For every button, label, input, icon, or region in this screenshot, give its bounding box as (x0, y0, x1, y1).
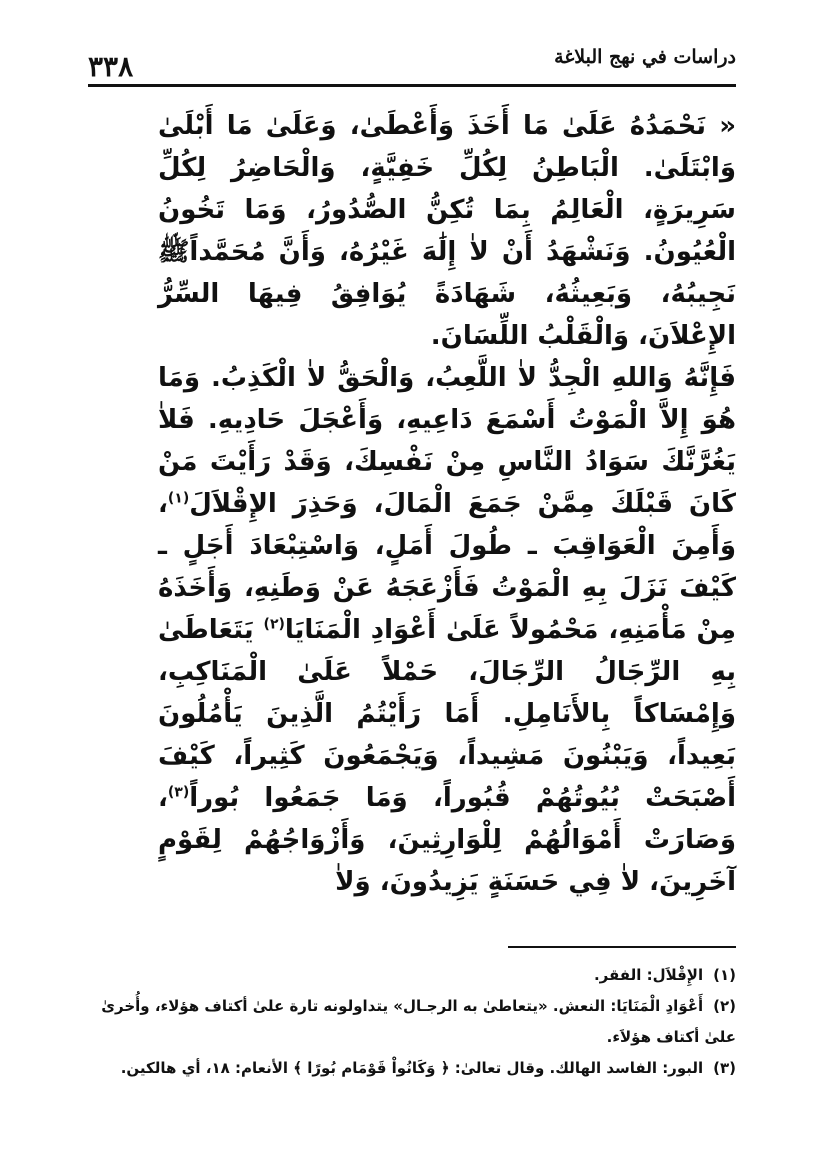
footnote-number: (٣) (713, 1059, 736, 1077)
text-run: ، وَأَمِنَ الْعَوَاقِبَ ـ طُولَ أَمَلٍ، وَاسْتِبْعَادَ أَجَلٍ ـ كَيْفَ نَزَلَ بِهِ الْمَوْتُ فَأَزْعَجَهُ عَنْ وَطَنِهِ، وَأَخَذَهُ مِنْ مَأْمَنِهِ، مَحْمُولاً عَلَىٰ أَعْوَادِ الْمَنَايَا (158, 489, 736, 645)
main-text (158, 105, 736, 903)
text-run: فَإِنَّهُ وَاللهِ الْجِدُّ لاٰ اللَّعِبُ، وَالْحَقُّ لاٰ الْكَذِبُ. وَمَا هُوَ إِلاَّ الْمَوْتُ أَسْمَعَ دَاعِيهِ، وَأَعْجَلَ حَادِيهِ. فَلاٰ يَغُرَّنَّكَ سَوَادُ النَّاسِ مِنْ نَفْسِكَ، وَقَدْ رَأَيْتَ مَنْ كَانَ قَبْلَكَ مِمَّنْ جَمَعَ الْمَالَ، وَحَذِرَ الإِقْلاَلَ (158, 363, 736, 519)
page-header (88, 46, 736, 84)
footnote-number: (١) (713, 966, 736, 984)
footnote-reference: (٣) (167, 784, 190, 801)
footnote-reference: (١) (167, 490, 190, 507)
footnote-number: (٢) (713, 997, 736, 1015)
footnote-text: أَعْوَادِ الْمَنَايَا: النعش. «يتعاطىٰ به الرجـال» يتداولونه تارة علىٰ أكتاف هؤلاء، وأُخرىٰ علىٰ أكتاف هؤلاَء. (101, 997, 736, 1046)
footnote-text: الإِقْلاَل: الفقر. (593, 966, 704, 984)
footnote-text: البور: الفاسد الهالك. وقال تعالىٰ: ﴿ وَكَانُواْ قَوْمَام بُورًا ﴾ الأنعام: ١٨، أي هالكين. (120, 1059, 704, 1077)
footnote (80, 1053, 736, 1084)
text-run: ، وَصَارَتْ أَمْوَالُهُمْ لِلْوَارِثِينَ، وَأَزْوَاجُهُمْ لِقَوْمٍ آخَرِينَ، لاٰ فِي حَسَنَةٍ يَزِيدُونَ، وَلاٰ (158, 783, 736, 897)
footnote (80, 960, 736, 991)
footnote (80, 991, 736, 1053)
footnote-separator (508, 946, 736, 948)
page-number: ٣٣٨ (88, 50, 134, 83)
running-title: دراسات في نهج البلاغة (554, 46, 736, 68)
text-run: « نَحْمَدُهُ عَلَىٰ مَا أَخَذَ وَأَعْطَىٰ، وَعَلَىٰ مَا أَبْلَىٰ وَابْتَلَىٰ. الْبَاطِنُ لِكُلِّ خَفِيَّةٍ، وَالْحَاضِرُ لِكُلِّ سَرِيرَةٍ، الْعَالِمُ بِمَا تُكِنُّ الصُّدُورُ، وَمَا تَخُونُ الْعُيُونُ. وَنَشْهَدُ أَنْ لاٰ إِلَٰهَ غَيْرُهُ، وَأَنَّ مُحَمَّداًﷺ نَجِيبُهُ، وَبَعِيثُهُ، شَهَادَةً يُوَافِقُ فِيهَا السِّرُّ الإِعْلاَنَ، وَالْقَلْبُ اللِّسَانَ. (158, 111, 736, 351)
header-rule (88, 84, 736, 87)
footnote-reference: (٢) (263, 616, 285, 633)
footnotes (80, 960, 736, 1084)
paragraph (158, 105, 736, 357)
text-run: يَتَعَاطَىٰ بِهِ الرِّجَالُ الرِّجَالَ، حَمْلاً عَلَىٰ الْمَنَاكِبِ، وَإِمْسَاكاً بِالأَنَامِلِ. أَمَا رَأَيْتُمُ الَّذِينَ يَأْمُلُونَ بَعِيداً، وَيَبْنُونَ مَشِيداً، وَيَجْمَعُونَ كَثِيراً، كَيْفَ أَصْبَحَتْ بُيُوتُهُمْ قُبُوراً، وَمَا جَمَعُوا بُوراً (158, 615, 736, 813)
paragraph (158, 357, 736, 903)
